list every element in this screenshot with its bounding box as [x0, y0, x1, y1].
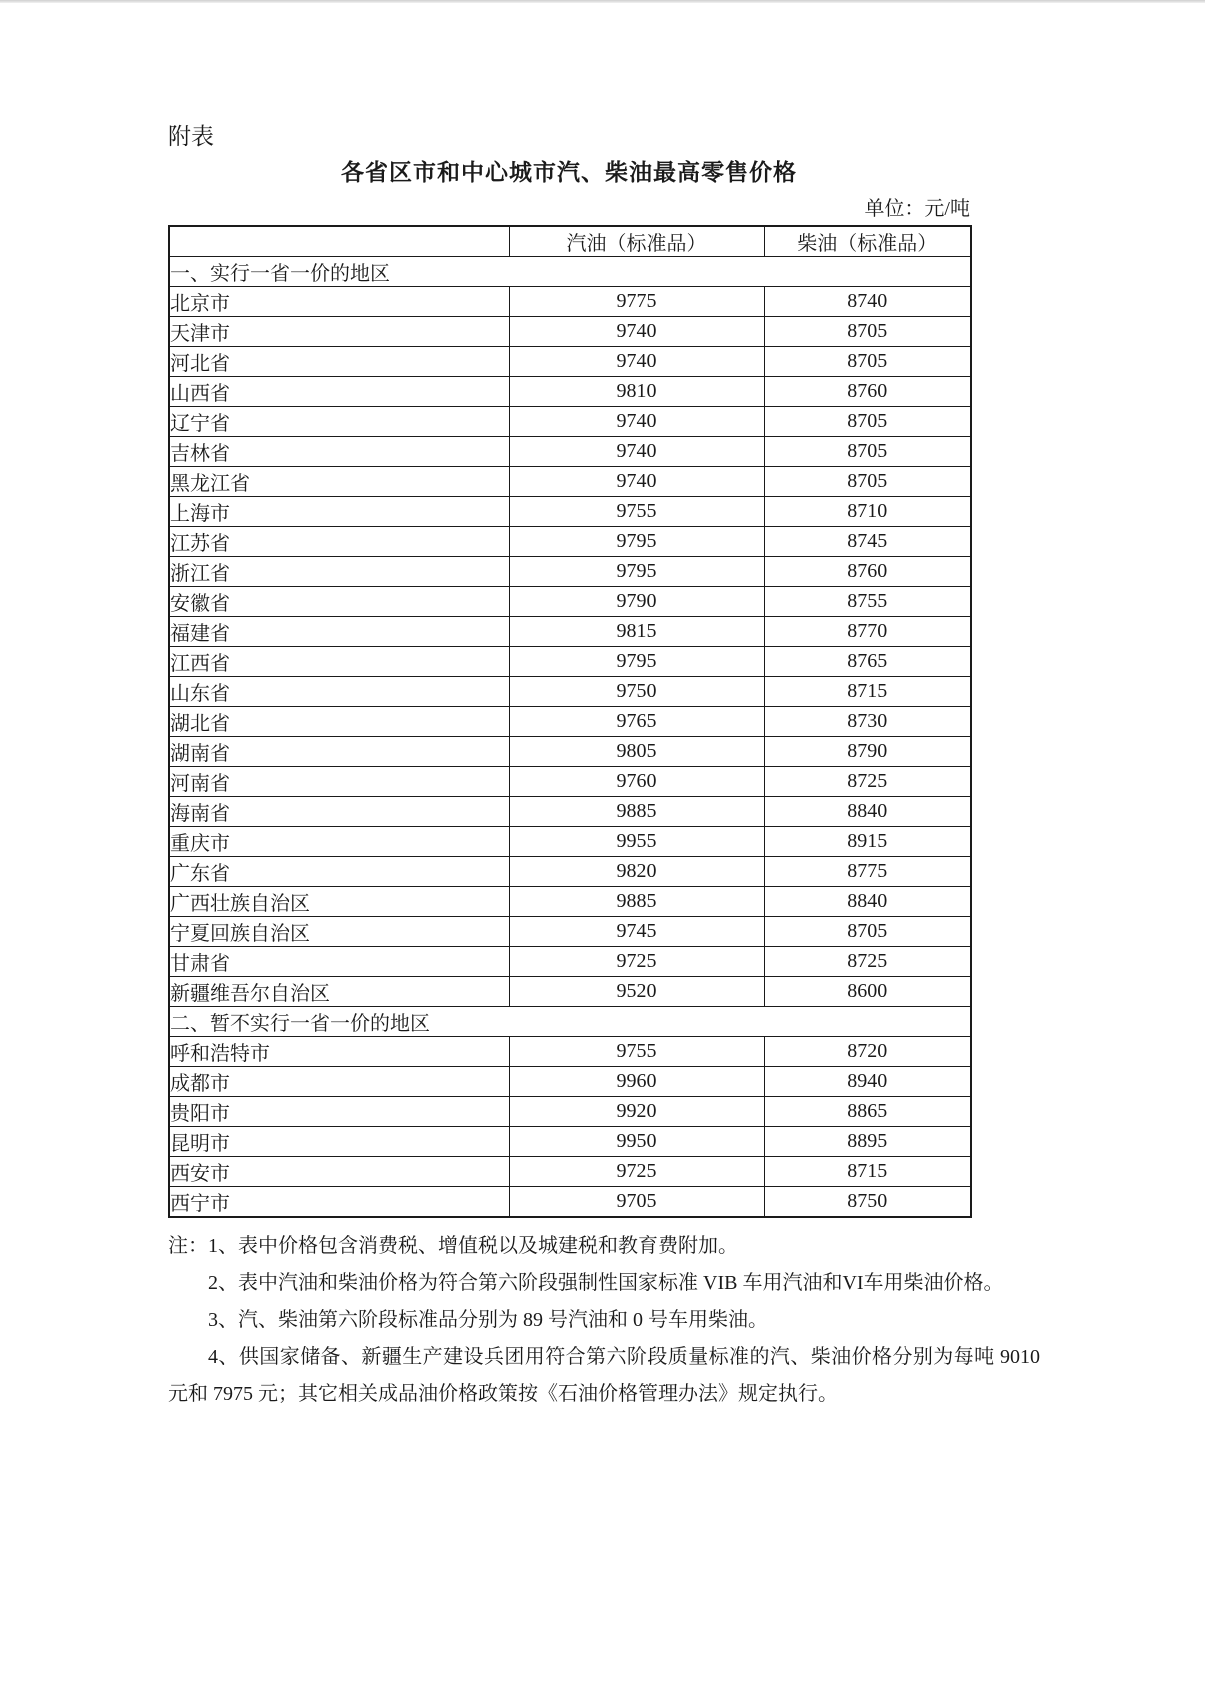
gasoline-price-cell: 9760: [509, 767, 764, 797]
gasoline-price-cell: 9740: [509, 407, 764, 437]
gasoline-price-cell: 9520: [509, 977, 764, 1007]
table-row: [169, 707, 971, 737]
table-row: [169, 887, 971, 917]
region-cell: 甘肃省: [169, 947, 509, 977]
gasoline-price-cell: 9740: [509, 467, 764, 497]
table-row: [169, 677, 971, 707]
region-cell: 山西省: [169, 377, 509, 407]
table-row: [169, 497, 971, 527]
section-header-cell: 二、暂不实行一省一价的地区: [169, 1007, 971, 1037]
region-cell: 重庆市: [169, 827, 509, 857]
region-cell: 辽宁省: [169, 407, 509, 437]
table-row: [169, 527, 971, 557]
diesel-price-cell: 8915: [764, 827, 971, 857]
diesel-price-cell: 8740: [764, 287, 971, 317]
table-row: [169, 977, 971, 1007]
table-row: [169, 1037, 971, 1067]
diesel-price-cell: 8730: [764, 707, 971, 737]
gasoline-header-cell: 汽油（标准品）: [509, 226, 764, 257]
region-cell: 天津市: [169, 317, 509, 347]
diesel-price-cell: 8725: [764, 767, 971, 797]
gasoline-price-cell: 9745: [509, 917, 764, 947]
gasoline-price-cell: 9755: [509, 1037, 764, 1067]
diesel-price-cell: 8705: [764, 317, 971, 347]
region-cell: 黑龙江省: [169, 467, 509, 497]
section-header-cell: 一、实行一省一价的地区: [169, 257, 971, 287]
region-header-cell: [169, 226, 509, 257]
gasoline-price-cell: 9790: [509, 587, 764, 617]
region-cell: 昆明市: [169, 1127, 509, 1157]
table-row: [169, 1157, 971, 1187]
notes-block: [168, 1228, 1040, 1413]
section-header-row: [169, 257, 971, 287]
region-cell: 呼和浩特市: [169, 1037, 509, 1067]
gasoline-price-cell: 9885: [509, 797, 764, 827]
region-cell: 湖北省: [169, 707, 509, 737]
diesel-price-cell: 8760: [764, 377, 971, 407]
document-content: [168, 0, 970, 1218]
note-paragraph: 注：1、表中价格包含消费税、增值税以及城建税和教育费附加。: [168, 1235, 738, 1257]
diesel-price-cell: 8940: [764, 1067, 971, 1097]
diesel-price-cell: 8895: [764, 1127, 971, 1157]
region-cell: 浙江省: [169, 557, 509, 587]
gasoline-price-cell: 9740: [509, 437, 764, 467]
diesel-price-cell: 8715: [764, 1157, 971, 1187]
region-cell: 海南省: [169, 797, 509, 827]
gasoline-price-cell: 9815: [509, 617, 764, 647]
region-cell: 西宁市: [169, 1187, 509, 1218]
diesel-price-cell: 8725: [764, 947, 971, 977]
table-row: [169, 1067, 971, 1097]
region-cell: 吉林省: [169, 437, 509, 467]
gasoline-price-cell: 9755: [509, 497, 764, 527]
region-cell: 福建省: [169, 617, 509, 647]
diesel-price-cell: 8720: [764, 1037, 971, 1067]
page-top-edge: [0, 0, 1205, 3]
gasoline-price-cell: 9960: [509, 1067, 764, 1097]
table-row: [169, 1127, 971, 1157]
gasoline-price-cell: 9740: [509, 347, 764, 377]
table-row: [169, 737, 971, 767]
table-row: [169, 437, 971, 467]
region-cell: 安徽省: [169, 587, 509, 617]
gasoline-price-cell: 9820: [509, 857, 764, 887]
gasoline-price-cell: 9795: [509, 557, 764, 587]
table-row: [169, 1097, 971, 1127]
table-row: [169, 467, 971, 497]
diesel-price-cell: 8760: [764, 557, 971, 587]
table-row: [169, 317, 971, 347]
gasoline-price-cell: 9795: [509, 647, 764, 677]
price-table-body: [169, 257, 971, 1218]
appendix-label: 附表: [168, 124, 214, 149]
region-cell: 山东省: [169, 677, 509, 707]
gasoline-price-cell: 9885: [509, 887, 764, 917]
table-row: [169, 797, 971, 827]
document-title: 各省区市和中心城市汽、柴油最高零售价格: [341, 160, 797, 185]
diesel-price-cell: 8705: [764, 917, 971, 947]
table-row: [169, 647, 971, 677]
diesel-price-cell: 8600: [764, 977, 971, 1007]
note-paragraph: 4、供国家储备、新疆生产建设兵团用符合第六阶段质量标准的汽、柴油价格分别为每吨 9010 元和 7975 元；其它相关成品油价格政策按《石油价格管理办法》规定执行。: [168, 1346, 1040, 1405]
table-row: [169, 767, 971, 797]
diesel-price-cell: 8840: [764, 887, 971, 917]
region-cell: 北京市: [169, 287, 509, 317]
gasoline-price-cell: 9725: [509, 1157, 764, 1187]
gasoline-price-cell: 9740: [509, 317, 764, 347]
region-cell: 成都市: [169, 1067, 509, 1097]
unit-label: 单位：元/吨: [864, 198, 970, 220]
diesel-price-cell: 8770: [764, 617, 971, 647]
diesel-price-cell: 8755: [764, 587, 971, 617]
diesel-price-cell: 8745: [764, 527, 971, 557]
table-row: [169, 347, 971, 377]
diesel-price-cell: 8775: [764, 857, 971, 887]
table-row: [169, 377, 971, 407]
region-cell: 江苏省: [169, 527, 509, 557]
note-paragraph: 2、表中汽油和柴油价格为符合第六阶段强制性国家标准 VIB 车用汽油和VI车用柴油价格。: [208, 1272, 1004, 1294]
table-row: [169, 557, 971, 587]
gasoline-price-cell: 9920: [509, 1097, 764, 1127]
gasoline-price-cell: 9750: [509, 677, 764, 707]
table-row: [169, 827, 971, 857]
note-paragraph: 3、汽、柴油第六阶段标准品分别为 89 号汽油和 0 号车用柴油。: [208, 1309, 768, 1331]
gasoline-price-cell: 9765: [509, 707, 764, 737]
table-row: [169, 407, 971, 437]
section-header-row: [169, 1007, 971, 1037]
region-cell: 新疆维吾尔自治区: [169, 977, 509, 1007]
region-cell: 贵阳市: [169, 1097, 509, 1127]
diesel-price-cell: 8790: [764, 737, 971, 767]
region-cell: 西安市: [169, 1157, 509, 1187]
diesel-price-cell: 8705: [764, 437, 971, 467]
region-cell: 广东省: [169, 857, 509, 887]
region-cell: 广西壮族自治区: [169, 887, 509, 917]
gasoline-price-cell: 9775: [509, 287, 764, 317]
table-header-row: [169, 226, 971, 257]
region-cell: 上海市: [169, 497, 509, 527]
table-row: [169, 587, 971, 617]
table-row: [169, 617, 971, 647]
region-cell: 河北省: [169, 347, 509, 377]
price-table: [168, 225, 972, 1218]
gasoline-price-cell: 9955: [509, 827, 764, 857]
table-row: [169, 857, 971, 887]
diesel-price-cell: 8705: [764, 407, 971, 437]
gasoline-price-cell: 9810: [509, 377, 764, 407]
table-row: [169, 917, 971, 947]
diesel-price-cell: 8715: [764, 677, 971, 707]
diesel-header-cell: 柴油（标准品）: [764, 226, 971, 257]
region-cell: 河南省: [169, 767, 509, 797]
table-row: [169, 287, 971, 317]
gasoline-price-cell: 9950: [509, 1127, 764, 1157]
table-row: [169, 947, 971, 977]
diesel-price-cell: 8705: [764, 347, 971, 377]
diesel-price-cell: 8750: [764, 1187, 971, 1218]
diesel-price-cell: 8840: [764, 797, 971, 827]
region-cell: 江西省: [169, 647, 509, 677]
diesel-price-cell: 8710: [764, 497, 971, 527]
region-cell: 宁夏回族自治区: [169, 917, 509, 947]
table-row: [169, 1187, 971, 1218]
diesel-price-cell: 8705: [764, 467, 971, 497]
gasoline-price-cell: 9805: [509, 737, 764, 767]
gasoline-price-cell: 9795: [509, 527, 764, 557]
diesel-price-cell: 8765: [764, 647, 971, 677]
region-cell: 湖南省: [169, 737, 509, 767]
gasoline-price-cell: 9705: [509, 1187, 764, 1218]
gasoline-price-cell: 9725: [509, 947, 764, 977]
diesel-price-cell: 8865: [764, 1097, 971, 1127]
